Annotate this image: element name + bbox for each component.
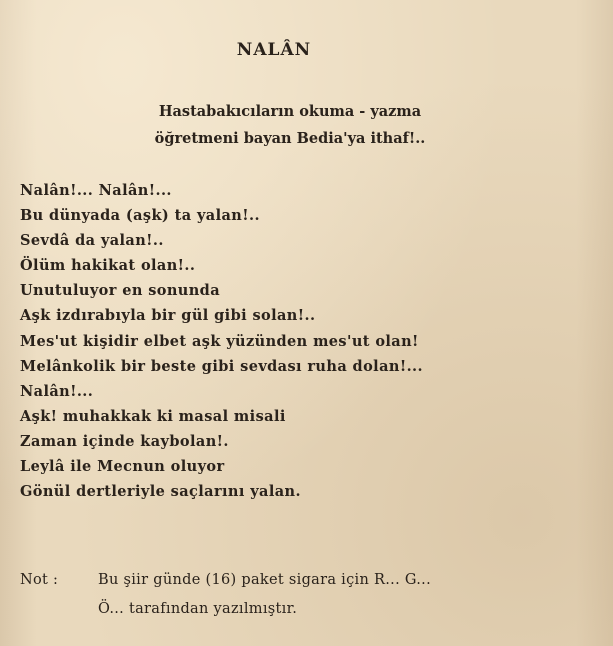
poem-title: NALÂN: [236, 40, 312, 60]
footnote-row: [20, 595, 431, 624]
poem-line: Gönül dertleriyle saçlarını yalan.: [20, 483, 301, 501]
poem-body: [20, 178, 423, 504]
dedication-line: Hastabakıcıların okuma - yazma: [158, 103, 422, 120]
footnote: [20, 566, 431, 624]
poem-line: Mes'ut kişidir elbet aşk yüzünden mes'ut olan!: [20, 332, 419, 350]
poem-line: Ölüm hakikat olan!..: [20, 257, 196, 275]
dedication-line: öğretmeni bayan Bedia'ya ithaf!..: [154, 130, 426, 147]
dedication: [0, 98, 580, 152]
poem-line: Aşk! muhakkak ki masal misali: [20, 407, 286, 425]
poem-line: Sevdâ da yalan!..: [20, 232, 164, 250]
footnote-text: Bu şiir günde (16) paket sigara için R... G...: [98, 572, 431, 588]
footnote-label: Not :: [20, 572, 59, 588]
footnote-row: [20, 566, 431, 595]
poem-line: Nalân!...: [20, 382, 94, 400]
poem-line: Melânkolik bir beste gibi sevdası ruha dolan!...: [20, 357, 423, 375]
poem-line: Unutuluyor en sonunda: [20, 282, 221, 300]
poem-line: Bu dünyada (aşk) ta yalan!..: [20, 207, 260, 225]
poem-line: Nalân!... Nalân!...: [20, 182, 172, 199]
footnote-text: Ö... tarafından yazılmıştır.: [98, 601, 298, 617]
poem-line: Leylâ ile Mecnun oluyor: [20, 458, 225, 476]
poem-line: Aşk izdırabıyla bir gül gibi solan!..: [20, 307, 316, 325]
poem-line: Zaman içinde kaybolan!.: [20, 432, 229, 450]
